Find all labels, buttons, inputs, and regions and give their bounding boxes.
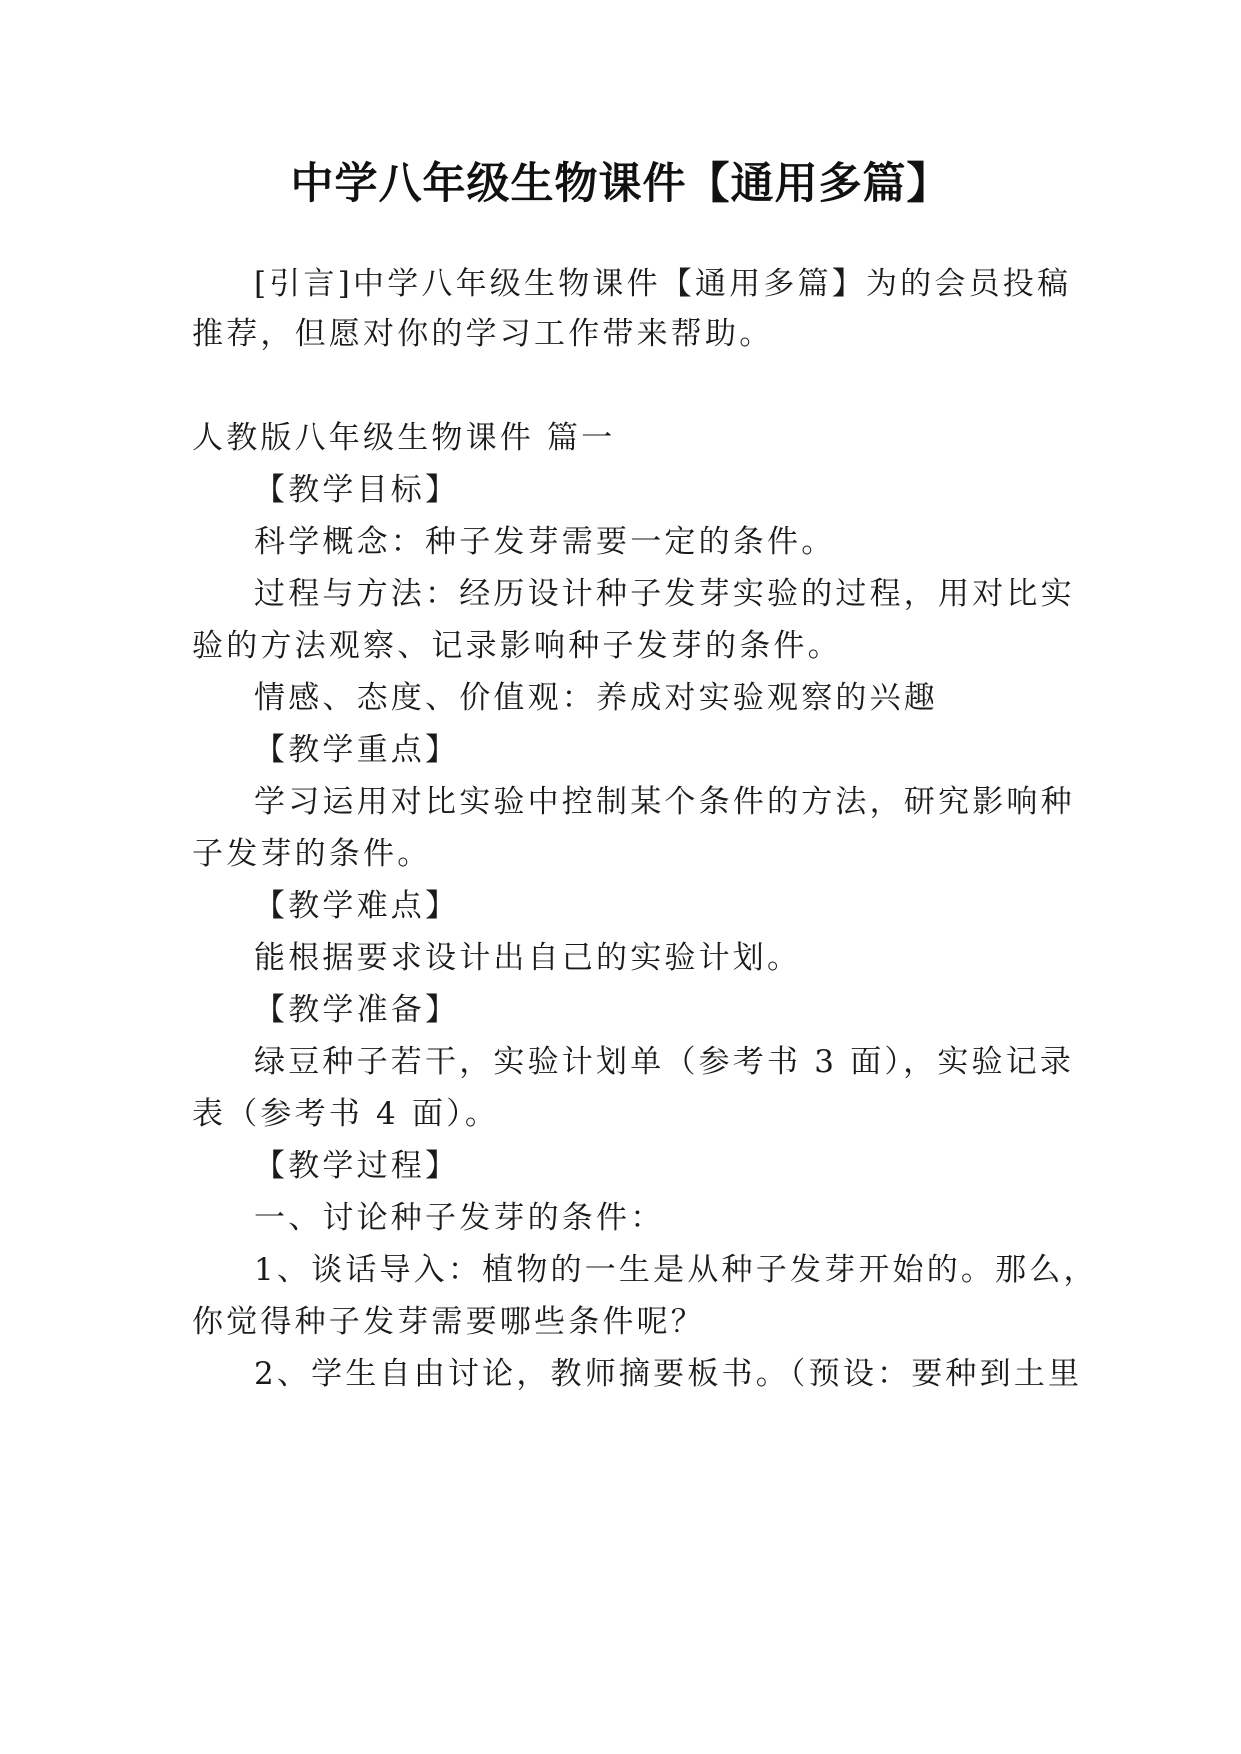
- paragraph-line: 你觉得种子发芽需要哪些条件呢？: [192, 1304, 705, 1340]
- paragraph-line: 2、学生自由讨论，教师摘要板书。（预设：要种到土里: [254, 1356, 1083, 1392]
- heading-teaching-focus: 【教学重点】: [254, 732, 460, 768]
- paragraph-line: 表（参考书 4 面）。: [192, 1096, 500, 1132]
- paragraph-line: 学习运用对比实验中控制某个条件的方法，研究影响种: [254, 784, 1075, 820]
- paragraph-line: 科学概念：种子发芽需要一定的条件。: [254, 524, 836, 560]
- heading-teaching-preparation: 【教学准备】: [254, 992, 460, 1028]
- paragraph-line: 情感、态度、价值观：养成对实验观察的兴趣: [254, 680, 938, 716]
- intro-line-1: [引言]中学八年级生物课件【通用多篇】为的会员投稿: [254, 266, 1072, 302]
- paragraph-line: 绿豆种子若干，实验计划单（参考书 3 面），实验记录: [254, 1044, 1075, 1080]
- heading-teaching-process: 【教学过程】: [254, 1148, 460, 1184]
- paragraph-line: 验的方法观察、记录影响种子发芽的条件。: [192, 628, 842, 664]
- heading-teaching-objectives: 【教学目标】: [254, 472, 460, 508]
- paragraph-line: 过程与方法：经历设计种子发芽实验的过程，用对比实: [254, 576, 1075, 612]
- heading-teaching-difficulty: 【教学难点】: [254, 888, 460, 924]
- intro-line-2: 推荐，但愿对你的学习工作带来帮助。: [192, 316, 774, 352]
- paragraph-line: 能根据要求设计出自己的实验计划。: [254, 940, 802, 976]
- paragraph-line: 1、谈话导入：植物的一生是从种子发芽开始的。那么，: [254, 1252, 1098, 1288]
- document-body: [192, 0, 1098, 1754]
- paragraph-line: 子发芽的条件。: [192, 836, 432, 872]
- section-heading: 人教版八年级生物课件 篇一: [192, 420, 616, 456]
- document-title: 中学八年级生物课件【通用多篇】: [290, 159, 951, 209]
- paragraph-line: 一、讨论种子发芽的条件：: [254, 1200, 665, 1236]
